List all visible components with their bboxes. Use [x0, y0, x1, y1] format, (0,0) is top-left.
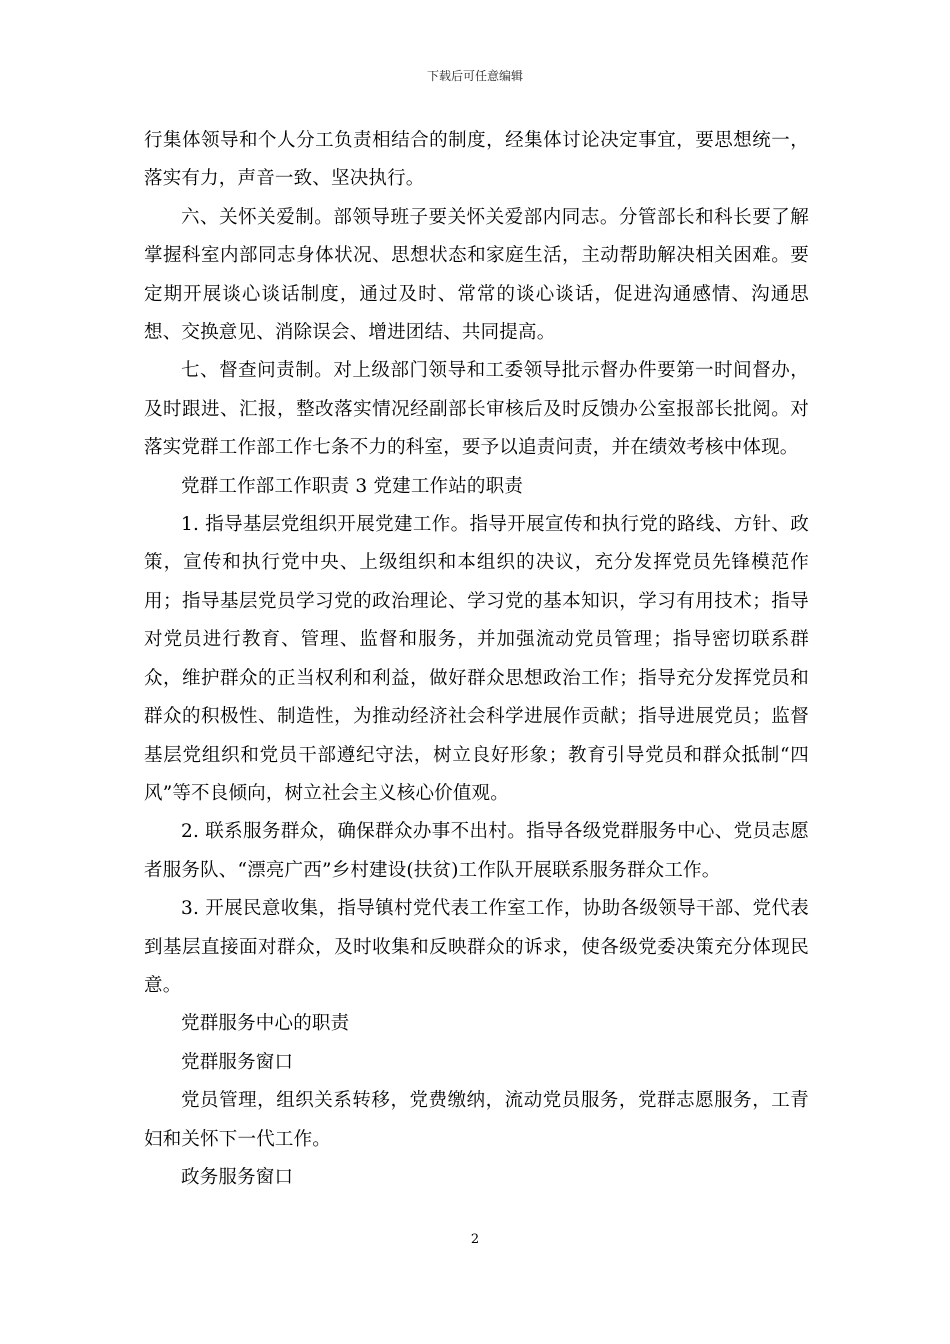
section-heading-workstation-duties: 党群工作部工作职责 3 党建工作站的职责: [181, 475, 524, 497]
section-heading-service-center-duties: 党群服务中心的职责: [181, 1013, 350, 1035]
page-header-note: 下载后可任意编辑: [426, 69, 523, 83]
section-heading-government-service-window: 政务服务窗口: [181, 1166, 294, 1188]
paragraph-duty-1: 1. 指导基层党组织开展党建工作。指导开展宣传和执行党的路线、方针、政策，宣传和执行党中央、上级组织和本组织的决议，充分发挥党员先锋模范作用；指导基层党员学习党的政治理论、学习党的基本知识，学习有用技术；指导对党员进行教育、管理、监督和服务，并加强流动党员管理；指导密切联系群众，维护群众的正当权利和利益，做好群众思想政治工作；指导充分发挥党员和群众的积极性、制造性，为推动经济社会科学进展作贡献；指导进展党员；监督基层党组织和党员干部遵纪守法，树立良好形象；教育引导党员和群众抵制“四风”等不良倾向，树立社会主义核心价值观。: [144, 514, 809, 804]
paragraph-care-system: 六、关怀关爱制。部领导班子要关怀关爱部内同志。分管部长和科长要了解掌握科室内部同志身体状况、思想状态和家庭生活，主动帮助解决相关困难。要定期开展谈心谈话制度，通过及时、常常的谈心谈话，促进沟通感情、沟通思想、交换意见、消除误会、增进团结、共同提高。: [144, 206, 809, 344]
paragraph-accountability-system: 七、督查问责制。对上级部门领导和工委领导批示督办件要第一时间督办，及时跟进、汇报，整改落实情况经副部长审核后及时反馈办公室报部长批阅。对落实党群工作部工作七条不力的科室，要予以追责问责，并在绩效考核中体现。: [144, 360, 809, 459]
paragraph-duty-3: 3. 开展民意收集，指导镇村党代表工作室工作，协助各级领导干部、党代表到基层直接面对群众，及时收集和反映群众的诉求，使各级党委决策充分体现民意。: [144, 898, 809, 996]
section-heading-party-service-window: 党群服务窗口: [181, 1051, 294, 1073]
paragraph-duty-2: 2. 联系服务群众，确保群众办事不出村。指导各级党群服务中心、党员志愿者服务队、“漂亮广西”乡村建设(扶贫)工作队开展联系服务群众工作。: [144, 821, 809, 881]
paragraph-party-service-window: 党员管理，组织关系转移，党费缴纳，流动党员服务，党群志愿服务，工青妇和关怀下一代工作。: [144, 1090, 809, 1150]
page-number: 2: [470, 1232, 480, 1247]
paragraph-continuation: 行集体领导和个人分工负责相结合的制度，经集体讨论决定事宜，要思想统一，落实有力，声音一致、坚决执行。: [144, 130, 809, 190]
document-body: [144, 122, 809, 1197]
